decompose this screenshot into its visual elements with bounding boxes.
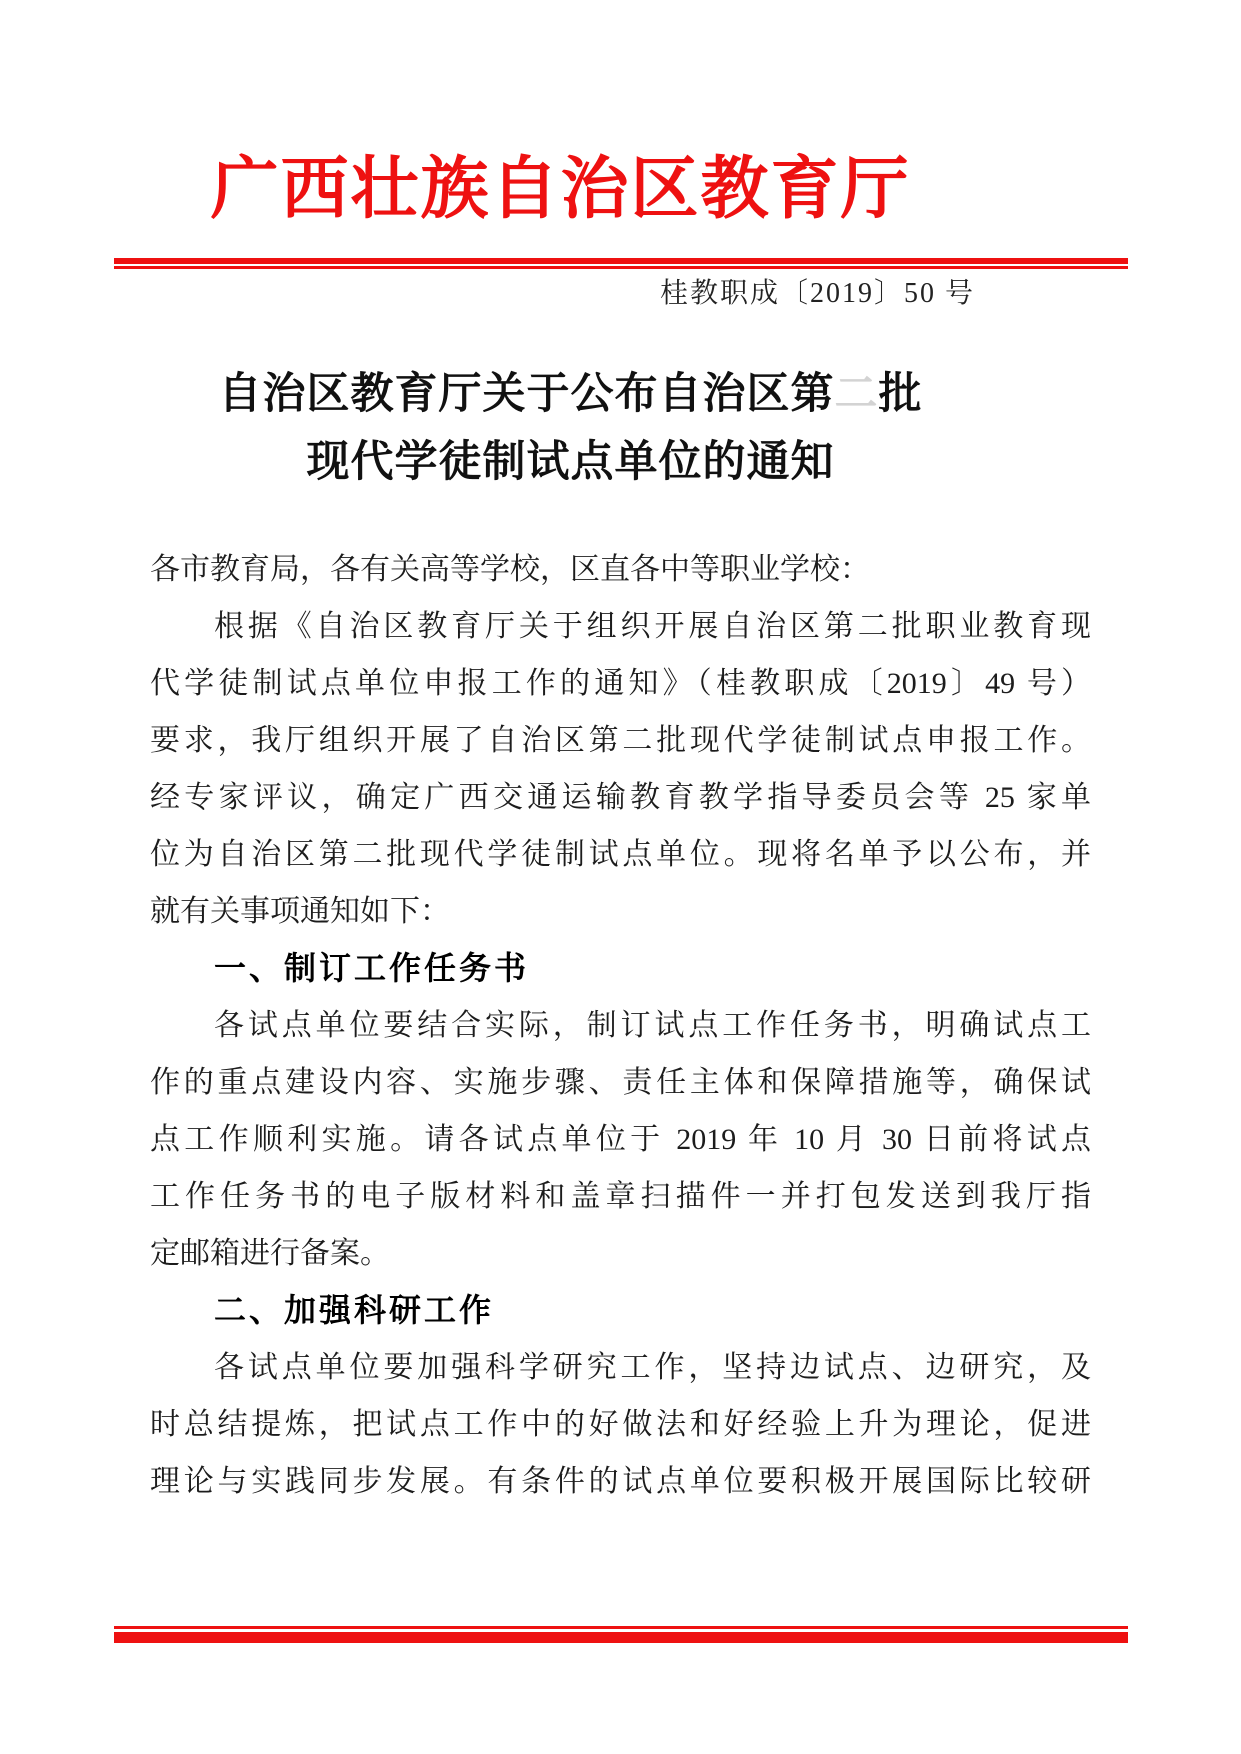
- letterhead-divider: [114, 258, 1128, 269]
- body-line: 定邮箱进行备案。: [150, 1237, 390, 1270]
- body-line: 工作任务书的电子版材料和盖章扫描件一并打包发送到我厅指: [150, 1180, 1091, 1213]
- divider-thick-rule: [114, 258, 1128, 264]
- body-line: 根据《自治区教育厅关于组织开展自治区第二批职业教育现: [214, 610, 1091, 643]
- body-line: 理论与实践同步发展。有条件的试点单位要积极开展国际比较研: [150, 1465, 1091, 1498]
- title-line1-suffix: 批: [878, 371, 923, 418]
- divider-thick-rule: [114, 1632, 1128, 1643]
- body-line: 就有关事项通知如下：: [150, 895, 450, 928]
- footer-divider: [114, 1626, 1128, 1643]
- letterhead-org-name: 广西壮族自治区教育厅: [210, 151, 911, 227]
- body-line: 各试点单位要结合实际，制订试点工作任务书，明确试点工: [214, 1009, 1091, 1042]
- body-line: 作的重点建设内容、实施步骤、责任主体和保障措施等，确保试: [150, 1066, 1091, 1099]
- divider-thin-rule: [114, 266, 1128, 269]
- document-title-line-2: 现代学徒制试点单位的通知: [306, 439, 835, 486]
- body-line: 点工作顺利实施。请各试点单位于 2019 年 10 月 30 日前将试点: [150, 1123, 1091, 1156]
- section-heading-2: 二、加强科研工作: [214, 1292, 495, 1328]
- document-title: [0, 361, 1241, 497]
- section-heading-1: 一、制订工作任务书: [214, 950, 530, 986]
- body-line: 代学徒制试点单位申报工作的通知》（桂教职成〔2019〕49 号）: [150, 667, 1091, 700]
- salutation-line: 各市教育局，各有关高等学校，区直各中等职业学校：: [150, 553, 870, 586]
- divider-thin-rule: [114, 1626, 1128, 1629]
- document-number: 桂教职成〔2019〕50 号: [659, 278, 975, 309]
- document-body: [150, 541, 1091, 1510]
- body-line: 各试点单位要加强科学研究工作，坚持边试点、边研究，及: [214, 1351, 1091, 1384]
- body-line: 要求，我厅组织开展了自治区第二批现代学徒制试点申报工作。: [150, 724, 1091, 757]
- title-line1-prefix: 自治区教育厅关于公布自治区第: [218, 371, 835, 418]
- body-line: 经专家评议，确定广西交通运输教育教学指导委员会等 25 家单: [150, 781, 1091, 814]
- body-line: 位为自治区第二批现代学徒制试点单位。现将名单予以公布，并: [150, 838, 1091, 871]
- body-line: 时总结提炼，把试点工作中的好做法和好经验上升为理论，促进: [150, 1408, 1091, 1441]
- document-title-line-1: [0, 361, 1141, 429]
- title-line1-faded-char: 二: [834, 371, 879, 418]
